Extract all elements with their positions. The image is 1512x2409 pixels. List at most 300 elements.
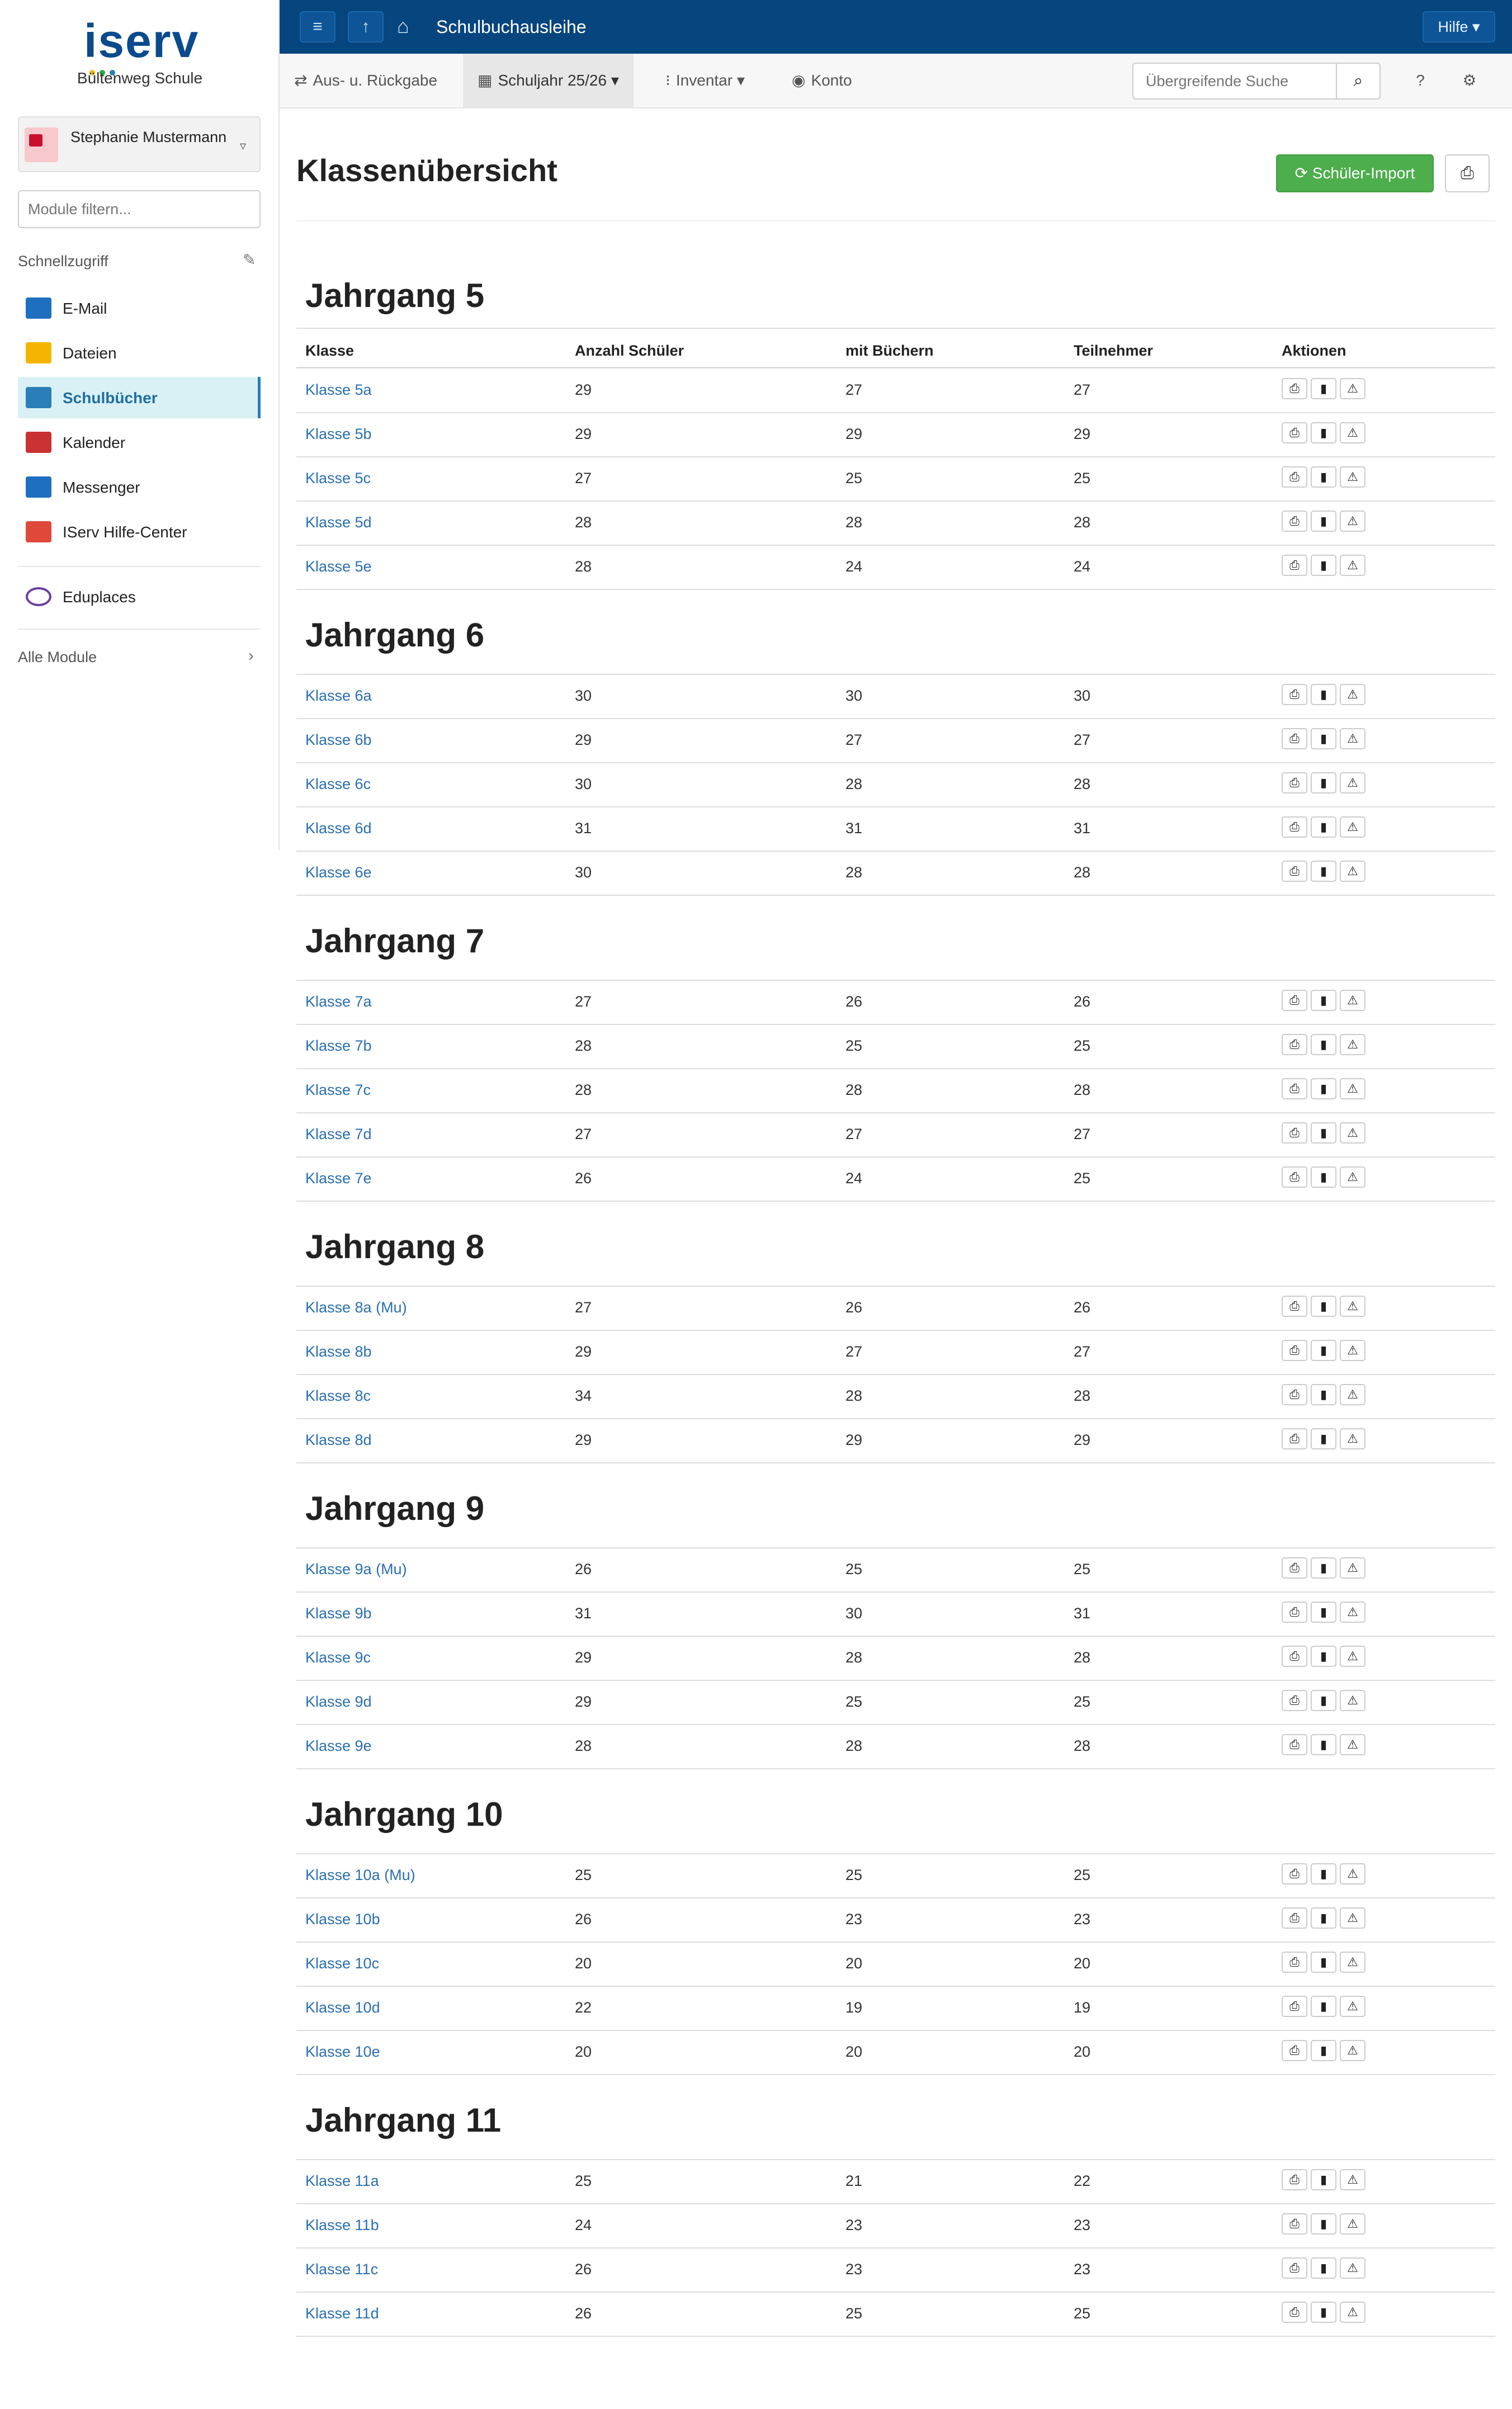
sidebar-item-label: Dateien <box>63 344 117 362</box>
table-cell-teilnehmer: 28 <box>1074 1387 1091 1404</box>
warning-icon[interactable]: ⚠ <box>1340 816 1365 838</box>
class-link[interactable]: Klasse 9a (Mu) <box>305 1561 407 1577</box>
print-icon[interactable]: ⎙ <box>1282 378 1307 399</box>
table-cell-teilnehmer: 23 <box>1074 2217 1091 2233</box>
print-icon[interactable]: ⎙ <box>1282 1122 1307 1144</box>
warning-icon[interactable]: ⚠ <box>1340 1907 1365 1929</box>
class-link[interactable]: Klasse 5b <box>305 426 372 442</box>
table-cell-buecher: 26 <box>845 993 863 1010</box>
table-row-border <box>296 806 1495 807</box>
document-icon[interactable]: ▮ <box>1311 2213 1336 2235</box>
warning-icon[interactable]: ⚠ <box>1340 511 1365 532</box>
module-title[interactable]: Schulbuchausleihe <box>436 17 587 37</box>
document-icon[interactable]: ▮ <box>1311 1863 1336 1884</box>
class-link[interactable]: Klasse 5d <box>305 514 372 531</box>
iserv-logo[interactable] <box>84 15 200 77</box>
document-icon[interactable]: ▮ <box>1311 1166 1336 1188</box>
table-cell-anzahl: 27 <box>575 470 592 486</box>
user-menu[interactable] <box>18 116 261 172</box>
warning-icon[interactable]: ⚠ <box>1340 1557 1365 1579</box>
document-icon[interactable]: ▮ <box>1311 990 1336 1011</box>
row-actions <box>1282 861 1371 883</box>
print-icon[interactable]: ⎙ <box>1282 1907 1307 1929</box>
print-icon[interactable]: ⎙ <box>1282 1078 1307 1099</box>
grade-heading: Jahrgang 8 <box>305 1228 485 1265</box>
warning-icon[interactable]: ⚠ <box>1340 1166 1365 1188</box>
table-cell-buecher: 28 <box>845 776 863 792</box>
class-link[interactable]: Klasse 10e <box>305 2043 380 2060</box>
table-cell-buecher: 26 <box>845 1299 863 1316</box>
class-link[interactable]: Klasse 8c <box>305 1387 371 1404</box>
table-cell-buecher: 25 <box>845 1561 863 1577</box>
print-icon[interactable]: ⎙ <box>1282 2302 1307 2323</box>
menu-toggle-button[interactable] <box>300 11 336 42</box>
table-row-border <box>296 500 1495 502</box>
arrow-up-icon: ↑ <box>361 17 370 36</box>
class-link[interactable]: Klasse 6c <box>305 776 371 792</box>
warning-icon[interactable]: ⚠ <box>1340 1602 1365 1623</box>
table-header-border <box>296 367 1495 369</box>
table-cell-teilnehmer: 27 <box>1074 381 1091 398</box>
top-bar <box>280 0 1512 54</box>
search-button[interactable] <box>1336 63 1381 100</box>
print-icon[interactable]: ⎙ <box>1282 1428 1307 1449</box>
warning-icon[interactable]: ⚠ <box>1340 1340 1365 1361</box>
class-link[interactable]: Klasse 10c <box>305 1955 380 1972</box>
refresh-icon: ⟳ <box>1294 164 1312 182</box>
class-link[interactable]: Klasse 7a <box>305 993 372 1010</box>
table-cell-teilnehmer: 29 <box>1074 1432 1091 1448</box>
table-cell-teilnehmer: 29 <box>1074 426 1091 442</box>
table-row-border <box>296 1986 1495 1987</box>
table-cell-teilnehmer: 24 <box>1074 558 1091 575</box>
row-actions <box>1282 1034 1371 1056</box>
print-icon[interactable]: ⎙ <box>1282 1996 1307 2017</box>
table-cell-teilnehmer: 30 <box>1074 687 1091 704</box>
table-cell-teilnehmer: 25 <box>1074 470 1091 486</box>
row-actions <box>1282 1646 1371 1668</box>
table-cell-teilnehmer: 28 <box>1074 776 1091 792</box>
table-row-border <box>296 1724 1495 1725</box>
document-icon[interactable]: ▮ <box>1311 1428 1336 1449</box>
table-row-border <box>296 1201 1495 1202</box>
print-icon[interactable]: ⎙ <box>1282 555 1307 576</box>
table-row-border <box>296 1374 1495 1375</box>
table-cell-buecher: 27 <box>845 731 863 748</box>
class-link[interactable]: Klasse 10a (Mu) <box>305 1867 415 1883</box>
table-cell-anzahl: 31 <box>575 1605 592 1622</box>
warning-icon[interactable]: ⚠ <box>1340 1996 1365 2017</box>
document-icon[interactable]: ▮ <box>1311 772 1336 793</box>
table-row-border <box>296 2247 1495 2249</box>
document-icon[interactable]: ▮ <box>1311 1602 1336 1623</box>
document-icon[interactable]: ▮ <box>1311 1122 1336 1144</box>
table-row-border <box>296 1418 1495 1419</box>
class-link[interactable]: Klasse 5a <box>305 381 372 398</box>
class-link[interactable]: Klasse 8a (Mu) <box>305 1299 407 1316</box>
document-icon[interactable]: ▮ <box>1311 2169 1336 2190</box>
document-icon[interactable]: ▮ <box>1311 1034 1336 1055</box>
table-row-border <box>296 1112 1495 1113</box>
table-cell-anzahl: 26 <box>575 1561 592 1577</box>
document-icon[interactable]: ▮ <box>1311 1646 1336 1667</box>
divider <box>296 980 1495 981</box>
print-icon[interactable]: ⎙ <box>1282 1296 1307 1317</box>
print-icon[interactable]: ⎙ <box>1282 1646 1307 1667</box>
document-icon[interactable]: ▮ <box>1311 1384 1336 1405</box>
row-actions <box>1282 816 1371 839</box>
document-icon[interactable]: ▮ <box>1311 1996 1336 2017</box>
class-link[interactable]: Klasse 9c <box>305 1649 371 1666</box>
subnav-item-1[interactable] <box>463 54 634 107</box>
document-icon[interactable]: ▮ <box>1311 684 1336 705</box>
warning-icon[interactable]: ⚠ <box>1340 555 1365 576</box>
search-icon: ⌕ <box>1353 72 1363 90</box>
class-link[interactable]: Klasse 5c <box>305 470 371 486</box>
class-link[interactable]: Klasse 6e <box>305 864 372 881</box>
grade-heading: Jahrgang 5 <box>305 277 485 314</box>
table-cell-buecher: 27 <box>845 381 863 398</box>
row-actions <box>1282 2302 1371 2324</box>
warning-icon[interactable]: ⚠ <box>1340 2302 1365 2323</box>
table-cell-buecher: 23 <box>845 2217 863 2233</box>
table-cell-anzahl: 26 <box>575 2305 592 2322</box>
row-actions <box>1282 728 1371 750</box>
document-icon[interactable]: ▮ <box>1311 861 1336 882</box>
print-icon[interactable]: ⎙ <box>1282 1384 1307 1405</box>
row-actions <box>1282 555 1371 577</box>
sidebar-item-iserv-hilfe-center[interactable] <box>18 511 261 552</box>
table-row-border <box>296 2336 1495 2337</box>
column-header[interactable]: mit Büchern <box>845 342 934 359</box>
sidebar-item-messenger[interactable] <box>18 466 261 508</box>
document-icon[interactable]: ▮ <box>1311 511 1336 532</box>
warning-icon[interactable]: ⚠ <box>1340 1690 1365 1711</box>
help-dropdown[interactable]: Hilfe ▾ <box>1423 11 1495 42</box>
warning-icon[interactable]: ⚠ <box>1340 1296 1365 1317</box>
up-button[interactable] <box>348 11 384 42</box>
print-icon[interactable]: ⎙ <box>1282 2040 1307 2061</box>
table-row-border <box>296 762 1495 763</box>
sidebar-item-e-mail[interactable] <box>18 287 261 329</box>
warning-icon[interactable]: ⚠ <box>1340 2213 1365 2235</box>
table-row-border <box>296 456 1495 457</box>
document-icon[interactable]: ▮ <box>1311 422 1336 443</box>
table-cell-teilnehmer: 28 <box>1074 514 1091 531</box>
print-icon[interactable]: ⎙ <box>1282 422 1307 443</box>
print-icon[interactable]: ⎙ <box>1282 728 1307 749</box>
table-cell-teilnehmer: 25 <box>1074 1867 1091 1883</box>
global-search-input[interactable] <box>1132 63 1337 100</box>
table-row-border <box>296 1156 1495 1158</box>
table-cell-buecher: 23 <box>845 1911 863 1928</box>
table-cell-teilnehmer: 31 <box>1074 1605 1091 1622</box>
document-icon[interactable]: ▮ <box>1311 1340 1336 1361</box>
warning-icon[interactable]: ⚠ <box>1340 2040 1365 2061</box>
warning-icon[interactable]: ⚠ <box>1340 861 1365 882</box>
question-icon[interactable]: ? <box>1416 72 1425 89</box>
column-header[interactable]: Klasse <box>305 342 355 359</box>
class-link[interactable]: Klasse 10d <box>305 1999 380 2016</box>
table-row-border <box>296 2074 1495 2075</box>
sidebar-item-eduplaces[interactable] <box>18 576 261 617</box>
table-cell-buecher: 28 <box>845 1649 863 1666</box>
table-cell-anzahl: 29 <box>575 1343 592 1360</box>
row-actions <box>1282 1602 1371 1624</box>
class-link[interactable]: Klasse 7d <box>305 1126 372 1142</box>
divider <box>296 1853 1495 1854</box>
print-icon[interactable]: ⎙ <box>1282 861 1307 882</box>
print-icon[interactable]: ⎙ <box>1282 1863 1307 1884</box>
table-cell-anzahl: 28 <box>575 1037 592 1054</box>
class-link[interactable]: Klasse 6b <box>305 731 372 748</box>
table-cell-buecher: 25 <box>845 1037 863 1054</box>
column-header[interactable]: Anzahl Schüler <box>575 342 684 359</box>
row-actions <box>1282 2040 1371 2062</box>
table-cell-teilnehmer: 23 <box>1074 1911 1091 1928</box>
row-actions <box>1282 2169 1371 2191</box>
user-name: Stephanie Mustermann <box>70 129 227 145</box>
subnav-item-2[interactable] <box>651 54 759 107</box>
print-button[interactable] <box>1445 154 1490 192</box>
table-cell-buecher: 31 <box>845 820 863 837</box>
print-icon[interactable]: ⎙ <box>1282 1734 1307 1755</box>
table-row-border <box>296 718 1495 719</box>
warning-icon[interactable]: ⚠ <box>1340 1428 1365 1449</box>
table-cell-buecher: 19 <box>845 1999 863 2016</box>
class-link[interactable]: Klasse 7c <box>305 1081 371 1098</box>
home-icon[interactable]: ⌂ <box>397 15 409 37</box>
table-cell-buecher: 23 <box>845 2261 863 2278</box>
table-cell-teilnehmer: 27 <box>1074 1126 1091 1142</box>
warning-icon[interactable]: ⚠ <box>1340 1122 1365 1144</box>
warning-icon[interactable]: ⚠ <box>1340 990 1365 1011</box>
table-cell-anzahl: 29 <box>575 381 592 398</box>
chevron-right-icon[interactable]: › <box>248 646 254 665</box>
divider <box>296 1286 1495 1287</box>
print-icon[interactable]: ⎙ <box>1282 1602 1307 1623</box>
warning-icon[interactable]: ⚠ <box>1340 684 1365 705</box>
table-cell-buecher: 29 <box>845 426 863 442</box>
document-icon[interactable]: ▮ <box>1311 1078 1336 1099</box>
class-link[interactable]: Klasse 9b <box>305 1605 372 1622</box>
divider <box>18 629 261 630</box>
table-row-border <box>296 1768 1495 1769</box>
document-icon[interactable]: ▮ <box>1311 728 1336 749</box>
document-icon[interactable]: ▮ <box>1311 466 1336 488</box>
document-icon[interactable]: ▮ <box>1311 1907 1336 1929</box>
class-link[interactable]: Klasse 6a <box>305 687 372 704</box>
column-header[interactable]: Aktionen <box>1282 342 1346 359</box>
table-cell-anzahl: 30 <box>575 864 592 881</box>
print-icon[interactable]: ⎙ <box>1282 511 1307 532</box>
edit-icon[interactable]: ✎ <box>243 251 256 268</box>
table-cell-anzahl: 27 <box>575 1299 592 1316</box>
print-icon[interactable]: ⎙ <box>1282 816 1307 838</box>
subnav-label: Konto <box>811 72 852 89</box>
table-cell-buecher: 27 <box>845 1343 863 1360</box>
class-link[interactable]: Klasse 7b <box>305 1037 372 1054</box>
print-icon[interactable]: ⎙ <box>1282 2169 1307 2190</box>
subnav-label: Schuljahr 25/26 ▾ <box>498 72 619 89</box>
table-row-border <box>296 1330 1495 1331</box>
print-icon[interactable]: ⎙ <box>1282 2213 1307 2235</box>
folder-icon <box>26 342 51 363</box>
table-cell-anzahl: 26 <box>575 2261 592 2278</box>
table-cell-buecher: 27 <box>845 1126 863 1142</box>
warning-icon[interactable]: ⚠ <box>1340 1734 1365 1755</box>
print-icon[interactable]: ⎙ <box>1282 772 1307 793</box>
grade-heading: Jahrgang 10 <box>305 1796 503 1833</box>
mail-icon <box>26 297 51 319</box>
document-icon[interactable]: ▮ <box>1311 378 1336 399</box>
print-icon[interactable]: ⎙ <box>1282 1034 1307 1055</box>
grade-heading: Jahrgang 9 <box>305 1490 485 1527</box>
row-actions <box>1282 1690 1371 1712</box>
class-link[interactable]: Klasse 11a <box>305 2172 379 2189</box>
document-icon[interactable]: ▮ <box>1311 2257 1336 2279</box>
warning-icon[interactable]: ⚠ <box>1340 466 1365 488</box>
chevron-down-icon: ▿ <box>239 139 246 153</box>
document-icon[interactable]: ▮ <box>1311 816 1336 838</box>
table-row-border <box>296 1897 1495 1898</box>
warning-icon[interactable]: ⚠ <box>1340 2257 1365 2279</box>
class-link[interactable]: Klasse 11d <box>305 2305 379 2322</box>
warning-icon[interactable]: ⚠ <box>1340 1078 1365 1099</box>
table-row-border <box>296 589 1495 590</box>
table-cell-anzahl: 29 <box>575 1432 592 1448</box>
class-link[interactable]: Klasse 5e <box>305 558 372 575</box>
table-cell-buecher: 28 <box>845 1387 863 1404</box>
sidebar-item-label: Messenger <box>63 479 140 496</box>
grade-heading: Jahrgang 6 <box>305 616 485 654</box>
document-icon[interactable]: ▮ <box>1311 1690 1336 1711</box>
table-cell-anzahl: 20 <box>575 2043 592 2060</box>
table-cell-buecher: 28 <box>845 1081 863 1098</box>
warning-icon[interactable]: ⚠ <box>1340 1952 1365 1973</box>
print-icon[interactable]: ⎙ <box>1282 466 1307 488</box>
table-row-border <box>296 1068 1495 1069</box>
document-icon[interactable]: ▮ <box>1311 1952 1336 1973</box>
row-actions <box>1282 1428 1371 1451</box>
menu-icon: ≡ <box>313 17 323 36</box>
document-icon[interactable]: ▮ <box>1311 1557 1336 1579</box>
sidebar-item-label: Kalender <box>63 434 126 451</box>
table-cell-anzahl: 30 <box>575 687 592 704</box>
print-icon[interactable]: ⎙ <box>1282 684 1307 705</box>
document-icon[interactable]: ▮ <box>1311 2302 1336 2323</box>
module-filter-input[interactable] <box>18 190 261 228</box>
logo-text: iserv <box>84 15 200 67</box>
gear-icon[interactable]: ⚙ <box>1462 72 1477 89</box>
class-link[interactable]: Klasse 10b <box>305 1911 380 1928</box>
document-icon[interactable]: ▮ <box>1311 1734 1336 1755</box>
divider <box>18 566 261 567</box>
print-icon[interactable]: ⎙ <box>1282 2257 1307 2279</box>
class-link[interactable]: Klasse 7e <box>305 1170 372 1187</box>
table-cell-buecher: 28 <box>845 514 863 531</box>
row-actions <box>1282 1340 1371 1362</box>
class-link[interactable]: Klasse 8b <box>305 1343 372 1360</box>
student-import-button[interactable] <box>1276 154 1434 192</box>
warning-icon[interactable]: ⚠ <box>1340 2169 1365 2190</box>
row-actions <box>1282 1384 1371 1406</box>
sidebar-item-schulb-cher[interactable] <box>18 377 261 418</box>
print-icon[interactable]: ⎙ <box>1282 1166 1307 1188</box>
subnav-item-3[interactable] <box>777 54 867 107</box>
table-row-border <box>296 851 1495 852</box>
table-row-border <box>296 1942 1495 1943</box>
table-cell-anzahl: 26 <box>575 1170 592 1187</box>
help-center-icon <box>26 521 51 542</box>
divider <box>296 1547 1495 1548</box>
document-icon[interactable]: ▮ <box>1311 2040 1336 2061</box>
sidebar-item-label: Eduplaces <box>63 588 136 606</box>
calendar-icon <box>26 432 51 453</box>
all-modules-link[interactable]: Alle Module <box>18 649 97 665</box>
document-icon[interactable]: ▮ <box>1311 1296 1336 1317</box>
column-header[interactable]: Teilnehmer <box>1074 342 1154 359</box>
table-cell-anzahl: 20 <box>575 1955 592 1972</box>
print-icon[interactable]: ⎙ <box>1282 1952 1307 1973</box>
row-actions <box>1282 1166 1371 1189</box>
table-cell-teilnehmer: 26 <box>1074 1299 1091 1316</box>
table-cell-teilnehmer: 23 <box>1074 2261 1091 2278</box>
divider <box>296 220 1495 221</box>
warning-icon[interactable]: ⚠ <box>1340 772 1365 793</box>
sidebar-item-kalender[interactable] <box>18 422 261 463</box>
warning-icon[interactable]: ⚠ <box>1340 728 1365 749</box>
class-link[interactable]: Klasse 9e <box>305 1737 372 1754</box>
print-icon[interactable]: ⎙ <box>1282 1340 1307 1361</box>
class-link[interactable]: Klasse 11b <box>305 2217 379 2233</box>
warning-icon[interactable]: ⚠ <box>1340 1646 1365 1667</box>
table-cell-anzahl: 29 <box>575 1649 592 1666</box>
warning-icon[interactable]: ⚠ <box>1340 1384 1365 1405</box>
table-cell-buecher: 29 <box>845 1432 863 1448</box>
document-icon[interactable]: ▮ <box>1311 555 1336 576</box>
table-cell-anzahl: 25 <box>575 2172 592 2189</box>
table-cell-anzahl: 26 <box>575 1911 592 1928</box>
table-cell-anzahl: 30 <box>575 776 592 792</box>
table-row-border <box>296 895 1495 896</box>
sidebar-item-dateien[interactable] <box>18 332 261 374</box>
class-link[interactable]: Klasse 8d <box>305 1432 372 1448</box>
table-cell-anzahl: 31 <box>575 820 592 837</box>
print-icon[interactable]: ⎙ <box>1282 990 1307 1011</box>
table-cell-buecher: 20 <box>845 2043 863 2060</box>
warning-icon[interactable]: ⚠ <box>1340 1863 1365 1884</box>
warning-icon[interactable]: ⚠ <box>1340 422 1365 443</box>
table-row-border <box>296 1591 1495 1593</box>
table-cell-buecher: 25 <box>845 1693 863 1710</box>
class-link[interactable]: Klasse 11c <box>305 2261 379 2278</box>
warning-icon[interactable]: ⚠ <box>1340 1034 1365 1055</box>
table-cell-teilnehmer: 28 <box>1074 1737 1091 1754</box>
print-icon[interactable]: ⎙ <box>1282 1557 1307 1579</box>
class-link[interactable]: Klasse 9d <box>305 1693 372 1710</box>
class-link[interactable]: Klasse 6d <box>305 820 372 837</box>
divider <box>296 2159 1495 2160</box>
table-cell-buecher: 24 <box>845 1170 863 1187</box>
subnav-icon: ▦ <box>478 72 493 89</box>
print-icon[interactable]: ⎙ <box>1282 1690 1307 1711</box>
subnav-item-0[interactable] <box>280 54 452 107</box>
avatar <box>25 127 58 162</box>
table-cell-buecher: 20 <box>845 1955 863 1972</box>
table-cell-teilnehmer: 28 <box>1074 1649 1091 1666</box>
warning-icon[interactable]: ⚠ <box>1340 378 1365 399</box>
